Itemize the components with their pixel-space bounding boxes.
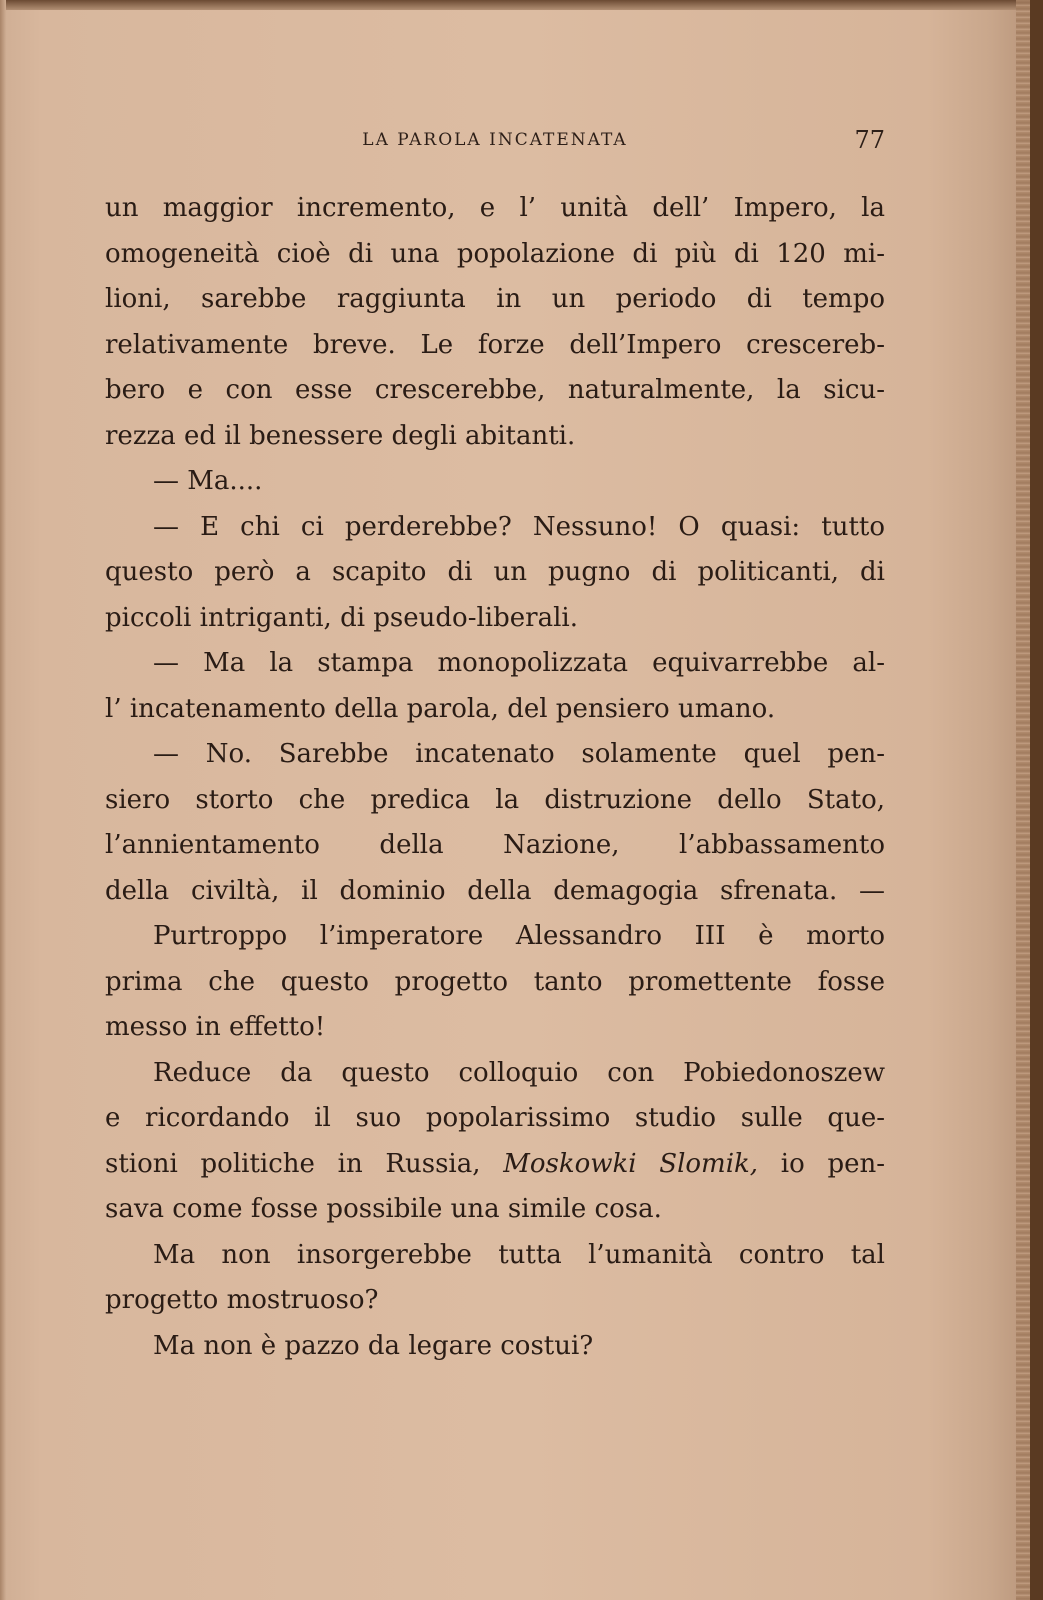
page-left-edge (0, 0, 6, 1600)
text-line: — E chi ci perderebbe? Nessuno! O quasi: tutto (153, 511, 885, 542)
text-line: e ricordando il suo popolarissimo studio sulle que- (105, 1103, 885, 1133)
text-line: Purtroppo l’imperatore Alessandro III è morto (153, 921, 885, 951)
page-number: 77 (854, 126, 885, 154)
page-top-edge (0, 0, 1030, 10)
text-line: siero storto che predica la distruzione dello Stato, (105, 784, 885, 815)
text-line (105, 1142, 885, 1188)
text-segment: stioni politiche in Russia, (105, 1148, 504, 1179)
text-line: omogeneità cioè di una popolazione di più di 120 mi- (105, 238, 885, 269)
body-text (105, 186, 885, 1369)
text-line: Ma non insorgerebbe tutta l’umanità contro tal (153, 1239, 885, 1270)
text-line: prima che questo progetto tanto promettente fosse (105, 966, 885, 997)
running-title: LA PAROLA INCATENATA (362, 130, 628, 150)
text-line: della civiltà, il dominio della demagogia sfrenata. — (105, 875, 885, 906)
text-line: relativamente breve. Le forze dell’Impero crescereb- (105, 329, 885, 360)
text-line: Reduce da questo colloquio con Pobiedonoszew (153, 1057, 885, 1088)
page-right-edge (1016, 0, 1030, 1600)
italic-title: Moskowki Slomik, (503, 1148, 759, 1179)
text-line: messo in effetto! (105, 1012, 326, 1042)
text-line: — Ma la stampa monopolizzata equivarrebbe al- (153, 648, 885, 678)
text-line: — Ma.... (153, 466, 263, 496)
page-header (105, 126, 885, 156)
text-line: rezza ed il benessere degli abitanti. (105, 420, 576, 451)
text-line: Ma non è pazzo da legare costui? (153, 1330, 594, 1361)
text-line: piccoli intriganti, di pseudo-liberali. (105, 602, 578, 633)
text-line: l’annientamento della Nazione, l’abbassamento (105, 830, 885, 860)
text-line: lioni, sarebbe raggiunta in un periodo di tempo (105, 284, 885, 314)
text-line: questo però a scapito di un pugno di politicanti, di (105, 557, 885, 587)
text-line: un maggior incremento, e l’ unità dell’ Impero, la (105, 193, 885, 223)
text-line: bero e con esse crescerebbe, naturalmente, la sicu- (105, 375, 885, 405)
text-segment: io pen- (758, 1148, 885, 1179)
text-line: l’ incatenamento della parola, del pensiero umano. (105, 693, 776, 724)
text-line: progetto mostruoso? (105, 1285, 379, 1315)
text-line: — No. Sarebbe incatenato solamente quel pen- (153, 739, 885, 769)
text-line: sava come fosse possibile una simile cosa. (105, 1194, 662, 1224)
